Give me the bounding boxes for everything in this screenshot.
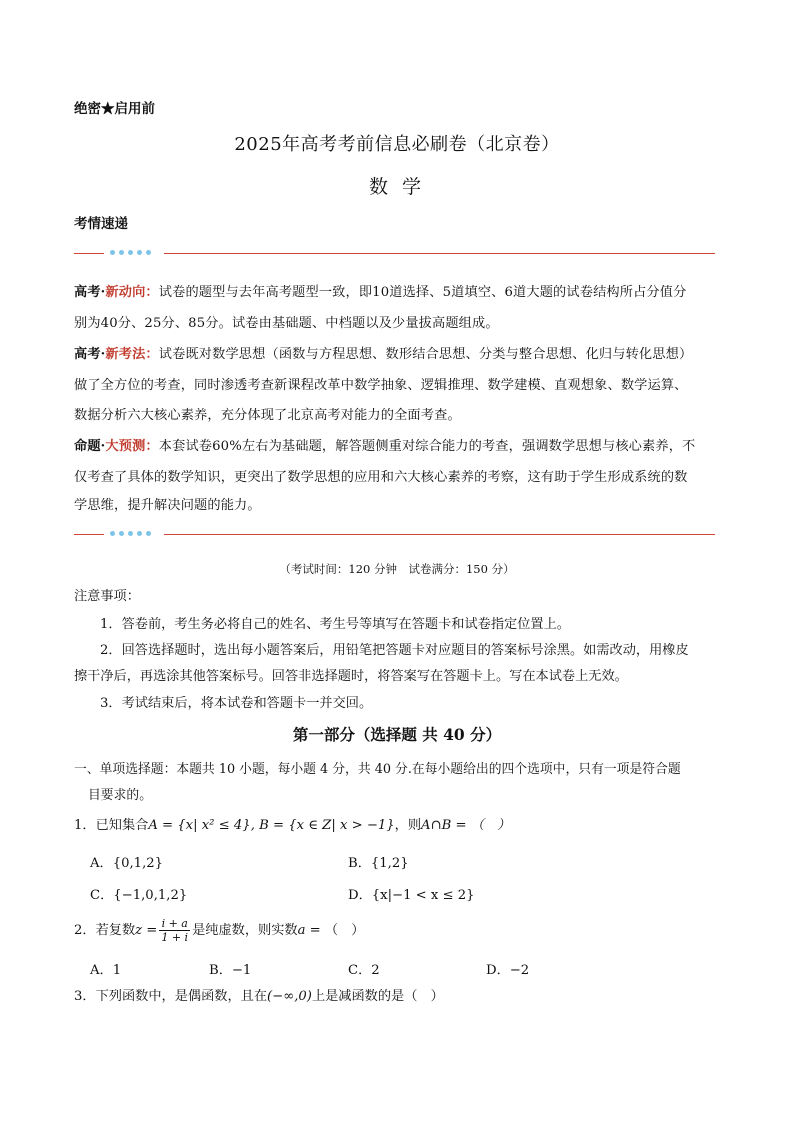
notice-item-2-line-2: 擦干净后，再选涂其他答案标号。回答非选择题时，将答案写在答题卡上。写在本试卷上无效。 xyxy=(74,669,628,684)
info-para-1-line-1: 高考·新动向：试卷的题型与去年高考题型一致，即10道选择、5道填空、6道大题的试卷结构所占分值分 xyxy=(74,285,687,300)
section-divider-bottom xyxy=(74,530,715,540)
info-para-2-line-3: 数据分析六大核心素养，充分体现了北京高考对能力的全面考查。 xyxy=(74,408,461,423)
info-para-3-line-2: 仅考查了具体的数学知识，更突出了数学思想的应用和六大核心素养的考察，这有助于学生形成系统的数 xyxy=(74,470,688,485)
question-2-option-c: C．2 xyxy=(348,963,380,978)
question-2-stem: 2．若复数z = $\frac{i + a}{1 + i}$ 是纯虚数，则实数a = （ ） xyxy=(74,917,365,944)
question-1-stem: 1．已知集合A = {x| x² ≤ 4}, B = {x ∈ Z| x > −1}，则A∩B = （ ） xyxy=(74,818,511,833)
question-2-option-d: D．−2 xyxy=(486,963,530,978)
subject-title: 数 学 xyxy=(368,176,426,198)
notice-item-3: 3．考试结束后，将本试卷和答题卡一并交回。 xyxy=(100,696,373,711)
notice-item-1: 1．答卷前，考生务必将自己的姓名、考生号等填写在答题卡和试卷指定位置上。 xyxy=(100,617,570,632)
info-para-3-line-1: 命题·大预测：本套试卷60%左右为基础题，解答题侧重对综合能力的考查，强调数学思想与核心素养，不 xyxy=(74,439,696,454)
part1-title: 第一部分（选择题 共 40 分） xyxy=(292,725,502,744)
notice-item-2-line-1: 2．回答选择题时，选出每小题答案后，用铅笔把答题卡对应题目的答案标号涂黑。如需改动，用橡皮 xyxy=(100,643,689,658)
question-3-stem: 3．下列函数中，是偶函数，且在(−∞,0)上是减函数的是（ ） xyxy=(74,989,444,1004)
part1-instructions-line-1: 一、单项选择题：本题共 10 小题，每小题 4 分，共 40 分.在每小题给出的四个选项中，只有一项是符合题 xyxy=(74,762,681,777)
exam-time: （考试时间：120 分钟 试卷满分：150 分） xyxy=(279,562,515,576)
part1-instructions-line-2: 目要求的。 xyxy=(88,788,152,803)
question-1-option-d: D．{x|−1 < x ≤ 2} xyxy=(348,888,475,903)
question-1-option-b: B．{1,2} xyxy=(348,856,409,871)
section-divider-top xyxy=(74,249,715,259)
exam-info-heading: 考情速递 xyxy=(74,216,128,232)
question-1-option-a: A．{0,1,2} xyxy=(90,856,164,871)
page-title: 2025年高考考前信息必刷卷（北京卷） xyxy=(234,134,560,155)
info-para-2-line-2: 做了全方位的考查，同时渗透考查新课程改革中数学抽象、逻辑推理、数学建模、直观想象、数学运算、 xyxy=(74,378,688,393)
info-para-2-line-1: 高考·新考法：试卷既对数学思想（函数与方程思想、数形结合思想、分类与整合思想、化归与转化思想） xyxy=(74,347,693,362)
question-2-fraction: $\frac{i + a}{1 + i}$ xyxy=(161,917,189,944)
secret-label: 绝密★启用前 xyxy=(74,101,155,117)
question-1-option-c: C．{−1,0,1,2} xyxy=(90,888,188,903)
info-para-3-line-3: 学思维，提升解决问题的能力。 xyxy=(74,498,261,513)
notice-heading: 注意事项： xyxy=(74,589,140,604)
question-2-option-b: B．−1 xyxy=(209,963,252,978)
question-2-option-a: A．1 xyxy=(90,963,122,978)
info-para-1-line-2: 别为40分、25分、85分。试卷由基础题、中档题以及少量拔高题组成。 xyxy=(74,316,499,331)
